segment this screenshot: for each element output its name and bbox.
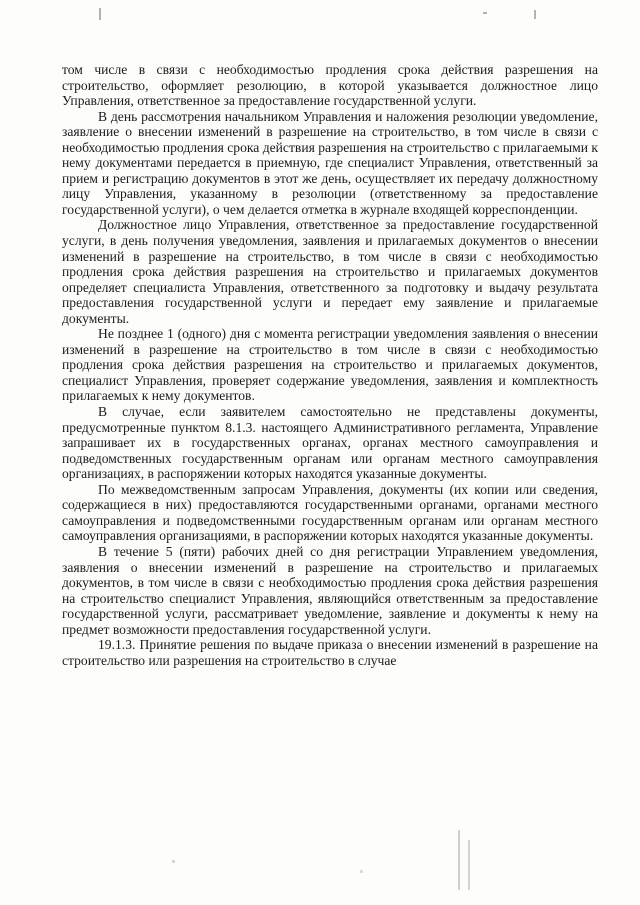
paragraph-resolution-day: В день рассмотрения начальником Управления и наложения резолюции уведомление, заявление о внесении изменений в разрешение на строительство, в том числе в связи с необходимостью продления срока действия разрешения на строительство с прилагаемыми к нему документами передается в приемную, где специалист Управления, ответственный за прием и регистрацию документов в этот же день, осуществляет их передачу должностному лицу Управления, указанному в резолюции (ответственному за предоставление государственной услуги), о чем делается отметка в журнале входящей корреспонденции. <box>62 108 599 217</box>
paragraph-missing-documents: В случае, если заявителем самостоятельно не представлены документы, предусмотренные пунктом 8.1.3. настоящего Административного регламента, Управление запрашивает их в государственных органах, органах местного самоуправления и подведомственных государственным органам или органам местного самоуправления организациях, в распоряжении которых находятся указанные документы. <box>62 404 598 482</box>
scan-artifact <box>99 8 101 20</box>
paragraph-interagency-requests: По межведомственным запросам Управления, документы (их копии или сведения, содержащиеся в них) предоставляются государственными органами, органами местного самоуправления и подведомственными государственным органам или органам местного самоуправления организациями, в распоряжении которых находятся указанные документы. <box>62 481 598 544</box>
paragraph-one-day-check: Не позднее 1 (одного) дня с момента регистрации уведомления заявления о внесении изменений в разрешение на строительство в том числе в связи с необходимостью продления срока действия разрешения на строительство и прилагаемых документов, специалист Управления, проверяет содержание уведомления, заявления и комплектность прилагаемых к нему документов. <box>62 326 598 404</box>
paragraph-section-19-1-3: 19.1.3. Принятие решения по выдаче приказа о внесении изменений в разрешение на строительство или разрешения на строительство в случае <box>62 637 598 668</box>
scan-artifact <box>483 12 487 14</box>
paragraph-five-days-review: В течение 5 (пяти) рабочих дней со дня регистрации Управлением уведомления, заявления о внесении изменений в разрешение на строительство и прилагаемых документов, в том числе в связи с необходимостью продления срока действия разрешения на строительство специалист Управления, являющийся ответственным за предоставление государственной услуги, рассматривает уведомление, заявление и документы к нему на предмет возможности предоставления государственной услуги. <box>62 543 598 637</box>
paragraph-continuation: том числе в связи с необходимостью продления срока действия разрешения на строительство, оформляет резолюцию, в которой указывается должностное лицо Управления, ответственное за предоставление государственной услуги. <box>62 62 598 109</box>
scan-artifact <box>172 860 175 863</box>
scan-artifact <box>468 840 470 890</box>
document-body <box>62 62 598 668</box>
scan-artifact <box>360 870 363 873</box>
scan-artifact <box>534 10 536 19</box>
scan-artifact <box>458 830 460 890</box>
paragraph-responsible-official: Должностное лицо Управления, ответственное за предоставление государственной услуги, в день получения уведомления, заявления и прилагаемых документов о внесении изменений в разрешение на строительство, в том числе в связи с необходимостью продления срока действия разрешения на строительство и прилагаемых документов определяет специалиста Управления, ответственного за подготовку и выдачу результата предоставления государственной услуги и передает ему заявление и прилагаемые документы. <box>62 217 598 326</box>
